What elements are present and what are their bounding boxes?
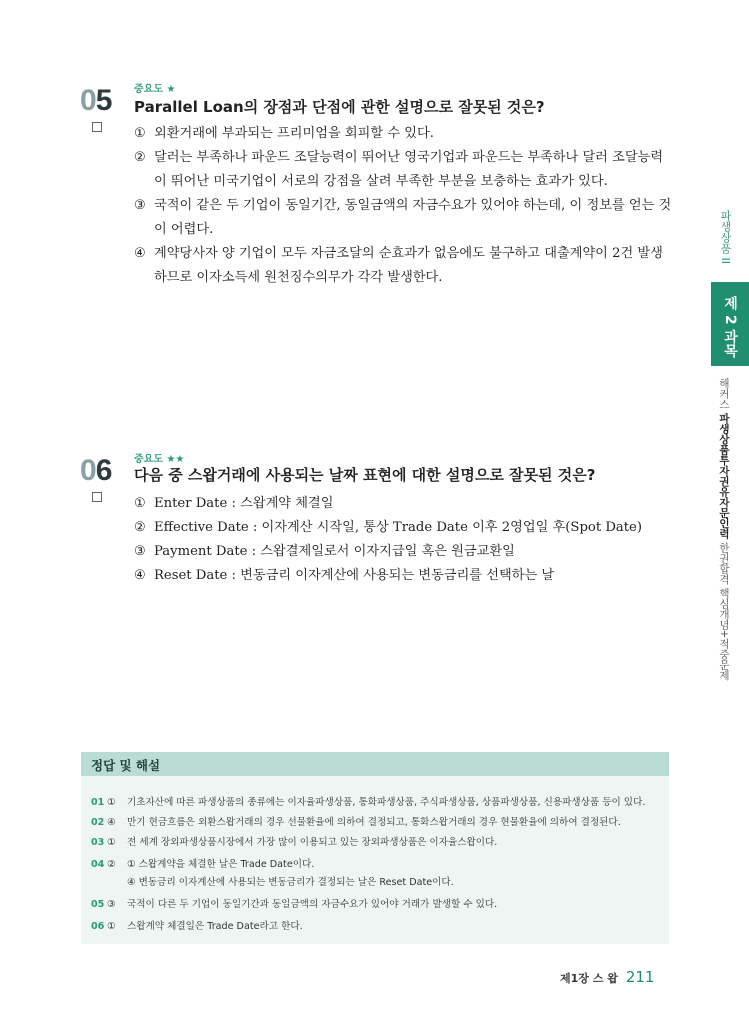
option-item[interactable]: ④ Reset Date : 변동금리 이자계산에 사용되는 변동금리를 선택하는 날 — [134, 568, 555, 583]
option-item[interactable]: ③ Payment Date : 스왑결제일로서 이자지급일 혹은 원금교환일 — [134, 544, 515, 559]
answer-row: 03 ① 전 세계 장외파생상품시장에서 가장 많이 이용되고 있는 장외파생상품은 이자율스왑이다. — [91, 837, 498, 848]
side-book-title: 해커스 파생상품투자권유자문인력 한권합격 핵심개념+적중문제 — [718, 378, 730, 681]
answer-row: 05 ③ 국적이 다른 두 기업이 동일기간과 동일금액의 자금수요가 있어야 거래가 발생할 수 있다. — [91, 899, 498, 910]
option-item[interactable]: ① 외환거래에 부과되는 프리미엄을 회피할 수 있다. — [134, 126, 434, 141]
page-footer — [560, 968, 654, 986]
option-item[interactable]: ② Effective Date : 이자계산 시작일, 통상 Trade Date 이후 2영업일 후(Spot Date) — [134, 520, 643, 535]
side-subject-label: 파생상품 II — [719, 210, 732, 264]
option-item[interactable]: ④ 계약당사자 양 기업이 모두 자금조달의 순효과가 없음에도 불구하고 대출계약이 2건 발생하므로 이자소득세 원천징수의무가 각각 발생한다. — [134, 246, 663, 285]
question-title: Parallel Loan의 장점과 단점에 관한 설명으로 잘못된 것은? — [134, 98, 545, 116]
side-tab[interactable] — [711, 282, 749, 366]
question-checkbox[interactable] — [92, 492, 102, 502]
option-item[interactable]: ① Enter Date : 스왑계약 체결일 — [134, 496, 334, 511]
answer-row: 01 ① 기초자산에 따른 파생상품의 종류에는 이자율파생상품, 통화파생상품, 주식파생상품, 상품파생상품, 신용파생상품 등이 있다. — [91, 797, 646, 808]
answer-row: 06 ① 스왑계약 체결일은 Trade Date라고 한다. — [91, 921, 303, 932]
answer-row: 02 ④ 만기 현금흐름은 외환스왑거래의 경우 선물환율에 의하여 결정되고, 통화스왑거래의 경우 현물환율에 의하여 결정된다. — [91, 817, 621, 828]
question-number: 05 — [80, 84, 112, 117]
answer-row: 04 ② ① 스왑계약을 체결한 날은 Trade Date이다. — [91, 859, 315, 870]
answers-header: 정답 및 해설 — [81, 752, 669, 776]
side-tab-label: 제 2 과목 — [722, 296, 738, 358]
option-item[interactable]: ② 달러는 부족하나 파운드 조달능력이 뛰어난 영국기업과 파운드는 부족하나 달러 조달능력이 뛰어난 미국기업이 서로의 강점을 살려 부족한 부분을 보충하는 효과가 있다. — [134, 150, 664, 189]
question-title: 다음 중 스왑거래에 사용되는 날짜 표현에 대한 설명으로 잘못된 것은? — [134, 466, 596, 484]
question-number: 06 — [80, 454, 112, 487]
question-checkbox[interactable] — [92, 122, 102, 132]
option-item[interactable]: ③ 국적이 같은 두 기업이 동일기간, 동일금액의 자금수요가 있어야 하는데, 이 정보를 얻는 것이 어렵다. — [134, 198, 672, 237]
answers-box — [81, 752, 669, 944]
options-list — [134, 492, 674, 588]
importance-label: 중요도 ★★ — [134, 454, 185, 465]
importance-label: 중요도 ★ — [134, 84, 176, 95]
chapter-label: 제1장 스 왑 — [560, 972, 618, 985]
answer-row: ④ 변동금리 이자계산에 사용되는 변동금리가 결정되는 날은 Reset Date이다. — [127, 877, 454, 888]
page-number: 211 — [625, 968, 655, 986]
options-list — [134, 122, 674, 290]
